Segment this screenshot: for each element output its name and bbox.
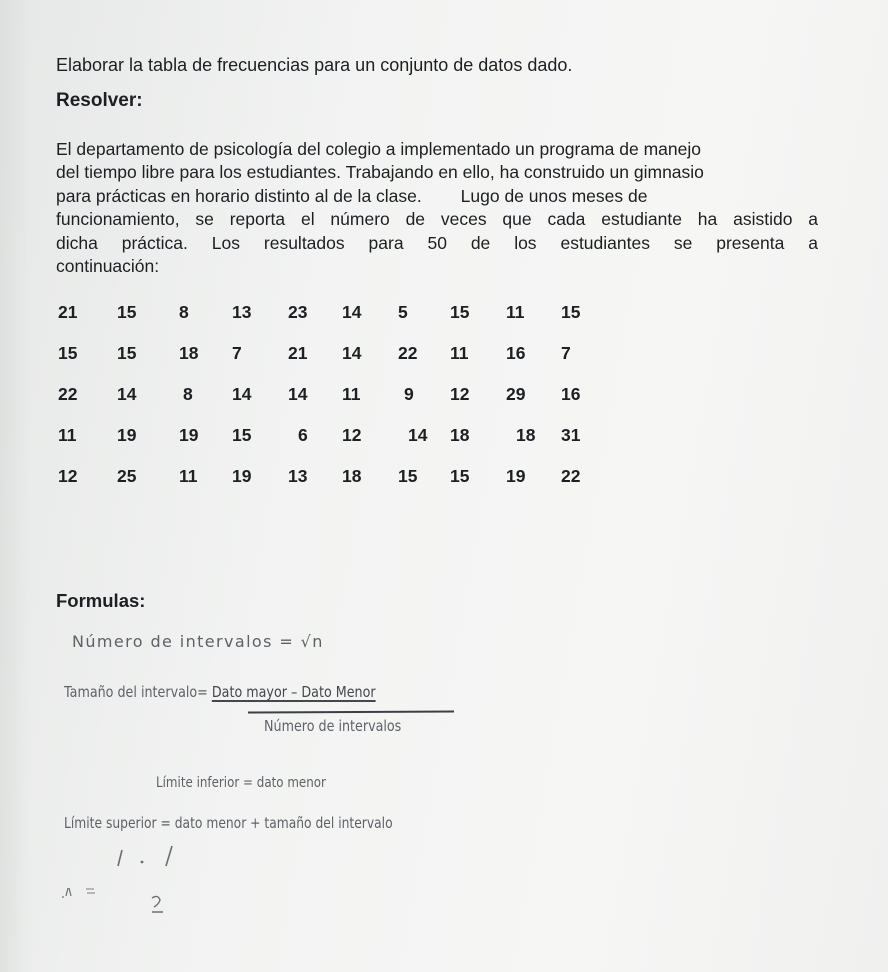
data-cell: 23 [288,302,308,322]
data-cell: 19 [179,425,199,445]
data-cell: 15 [117,343,137,363]
data-cell: 29 [506,384,526,404]
data-cell: 18 [179,343,199,363]
data-cell: 13 [232,302,252,322]
formula-tamano-intervalo [64,683,376,701]
data-cell: 15 [450,466,470,486]
formula-limite-superior: Límite superior = dato menor + tamaño del intervalo [64,814,393,832]
data-cell: 14 [288,384,308,404]
data-cell: 16 [561,384,581,404]
data-cell: 8 [183,384,193,404]
resolver-heading: Resolver: [56,90,143,111]
data-cell: 22 [561,466,581,486]
data-cell: 22 [58,384,78,404]
formula-tamano-numerador: Dato mayor – Dato Menor [211,683,376,701]
fraction-line [248,710,454,713]
formula-num-intervalos: Número de intervalos = √n [72,632,324,651]
paragraph-line: funcionamiento, se reporta el número de veces que cada estudiante ha asistido a [56,209,818,230]
data-cell: 18 [450,425,470,445]
data-cell: 12 [58,466,78,486]
page-shadow [0,0,30,972]
data-cell: 11 [506,302,525,322]
data-cell: 19 [232,466,252,486]
data-cell: 11 [58,425,77,445]
data-cell: 13 [288,466,308,486]
formula-tamano-label: Tamaño del intervalo= [64,683,208,701]
data-cell: 5 [398,302,408,322]
paragraph-line: dicha práctica. Los resultados para 50 de los estudiantes se presenta a [56,232,818,253]
data-cell: 15 [561,302,581,322]
data-cell: 11 [179,466,198,486]
data-cell: 15 [58,343,78,363]
formula-limite-inferior: Límite inferior = dato menor [156,775,326,791]
data-cell: 9 [404,384,414,404]
data-cell: 22 [398,343,418,363]
data-cell: 31 [561,425,581,445]
data-cell: 14 [342,302,362,322]
data-cell: 16 [506,343,526,363]
formulas-heading: Formulas: [56,590,146,611]
data-cell: 18 [342,466,362,486]
formula-tamano-denominador: Número de intervalos [264,717,402,735]
data-cell: 14 [342,343,362,363]
data-cell: 15 [450,302,470,322]
data-cell: 7 [561,343,571,363]
data-cell: 11 [450,343,469,363]
problem-paragraph [56,138,818,278]
data-cell: 18 [516,425,536,445]
handwritten-marks [60,838,210,918]
data-cell: 19 [506,466,526,486]
data-cell: 21 [58,302,78,322]
data-cell: 6 [298,425,308,445]
paragraph-line: para prácticas en horario distinto al de la clase. Lugo de unos meses de [56,185,648,206]
data-cell: 19 [117,425,137,445]
data-cell: 14 [232,384,252,404]
data-cell: 12 [342,425,362,445]
data-cell: 14 [117,384,137,404]
data-cell: 12 [450,384,470,404]
paragraph-line: continuación: [56,256,160,277]
page-title: Elaborar la tabla de frecuencias para un conjunto de datos dado. [56,55,573,75]
data-cell: 14 [408,425,428,445]
data-cell: 7 [232,343,242,363]
data-cell: 15 [232,425,252,445]
data-cell: 11 [342,384,361,404]
data-cell: 25 [117,466,137,486]
data-cell: 15 [398,466,418,486]
data-cell: 8 [179,302,189,322]
data-cell: 21 [288,343,308,363]
data-cell: 15 [117,302,137,322]
paragraph-line: El departamento de psicología del colegio a implementado un programa de manejo [56,139,701,159]
paragraph-line: del tiempo libre para los estudiantes. Trabajando en ello, ha construido un gimnasio [56,162,704,183]
